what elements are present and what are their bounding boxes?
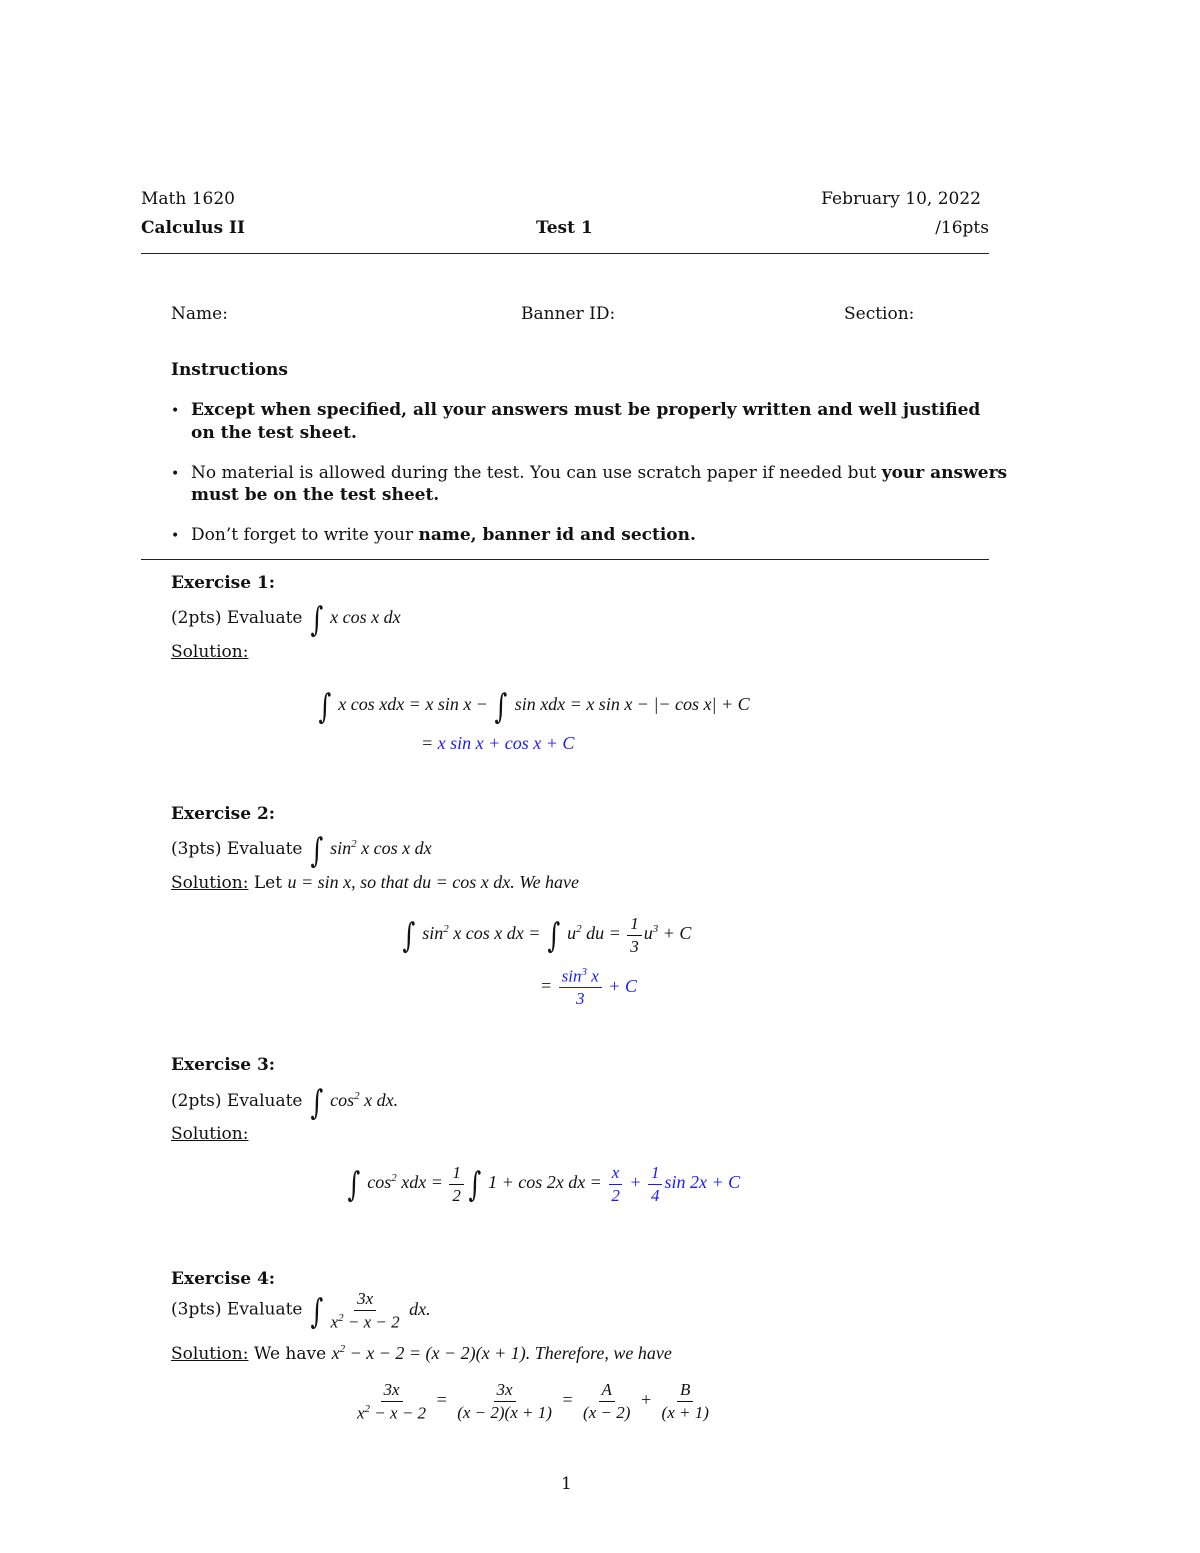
course-label: Math 1620 [141,189,235,209]
exercise-1-integral: ∫ x cos x dx [310,600,401,640]
bullet-icon: • [171,528,180,544]
bullet-icon: • [171,466,180,482]
exercise-4-prompt-text: (3pts) Evaluate [171,1299,303,1320]
exercise-2-solution-label: Solution: [171,873,249,893]
instruction-2-bold: your answers [881,463,1008,483]
instruction-2 [191,463,1007,483]
exercise-3-title: Exercise 3: [171,1055,276,1075]
exercise-2-solution-text: Let [253,873,283,893]
exercise-1-prompt [171,600,401,640]
points-label: /16pts [935,218,989,238]
exercise-1-answer: = x sin x + cos x + C [421,733,575,753]
instructions-title: Instructions [171,360,288,380]
exercise-3-solution-label: Solution: [171,1124,249,1144]
exercise-2-solution [171,872,579,893]
exercise-2-answer: = $\frac{\sin^3 x}{3}$ + C [540,966,637,1009]
page-number: 1 [561,1474,572,1494]
exercise-4-title: Exercise 4: [171,1269,276,1289]
exercise-2-integral: ∫ $\sin^2 x$ cos x dx [310,831,432,871]
instruction-3 [191,525,696,545]
exercise-3-prompt-text: (2pts) Evaluate [171,1091,303,1111]
exercise-1-title: Exercise 1: [171,573,276,593]
exercise-3-prompt [171,1083,399,1123]
date-label: February 10, 2022 [821,189,981,209]
bullet-icon: • [171,403,180,419]
exercise-2-prompt-text: (3pts) Evaluate [171,839,303,859]
instruction-2-cont: must be on the test sheet. [191,485,440,505]
exercise-4-solution [171,1343,672,1364]
exercise-3-solution-line: ∫ $\cos^2$ xdx = $\frac{1}{2}$ ∫ 1 + cos 2x dx = $\frac{x}{2}$ + $\frac{1}{4}$ sin 2x + C [347,1163,741,1206]
header-rule [141,253,989,254]
banner-field-label: Banner ID: [521,304,616,324]
exercise-2-title: Exercise 2: [171,804,276,824]
exercise-3-integral: ∫ $\cos^2 x$ dx. [310,1083,399,1123]
exercise-4-prompt [171,1289,431,1332]
exercise-4-partial-fractions: $\frac{3x}{x^2 - x - 2}$ = $\frac{3x}{(x - 2)(x + 1)}$ = $\frac{A}{(x - 2)}$ + $\frac{B}{(x + 1)}$ [357,1380,709,1423]
exercise-1-solution-label: Solution: [171,642,249,662]
exercise-4-solution-label: Solution: [171,1344,249,1364]
exercise-2-solution-line-1: ∫ $\sin^2 x$ cos x dx = ∫ $u^2$ du = $\frac{1}{3}$ $u^3 + C$ [402,914,692,957]
test-label: Test 1 [536,218,593,238]
instruction-2-text: No material is allowed during the test. You can use scratch paper if needed but [191,463,882,483]
exercise-1-solution-line-1: ∫ x cos xdx = x sin x − ∫ sin xdx = x sin x − |− cos x| + C [318,687,750,727]
section-field-label: Section: [844,304,915,324]
instruction-3-bold: name, banner id and section. [418,525,696,545]
exercise-2-prompt [171,831,432,871]
instruction-1: Except when specified, all your answers must be properly written and well justified [191,400,981,420]
exercise-4-solution-text: We have [253,1344,327,1364]
exercise-2-substitution: u = sin x, so that du = cos x dx. We have [287,872,580,892]
instruction-3-text: Don’t forget to write your [191,525,419,545]
exercise-4-integral: ∫ $\frac{3x}{x^2 - x - 2}$ dx. [310,1289,431,1332]
instruction-1-cont: on the test sheet. [191,423,357,443]
subject-label: Calculus II [141,218,245,238]
name-field-label: Name: [171,304,228,324]
exercise-1-prompt-text: (2pts) Evaluate [171,608,303,628]
instructions-rule [141,559,989,560]
exercise-4-factorization: $x^2 - x - 2 = (x - 2)(x + 1)$. Therefore, we have [331,1343,672,1363]
